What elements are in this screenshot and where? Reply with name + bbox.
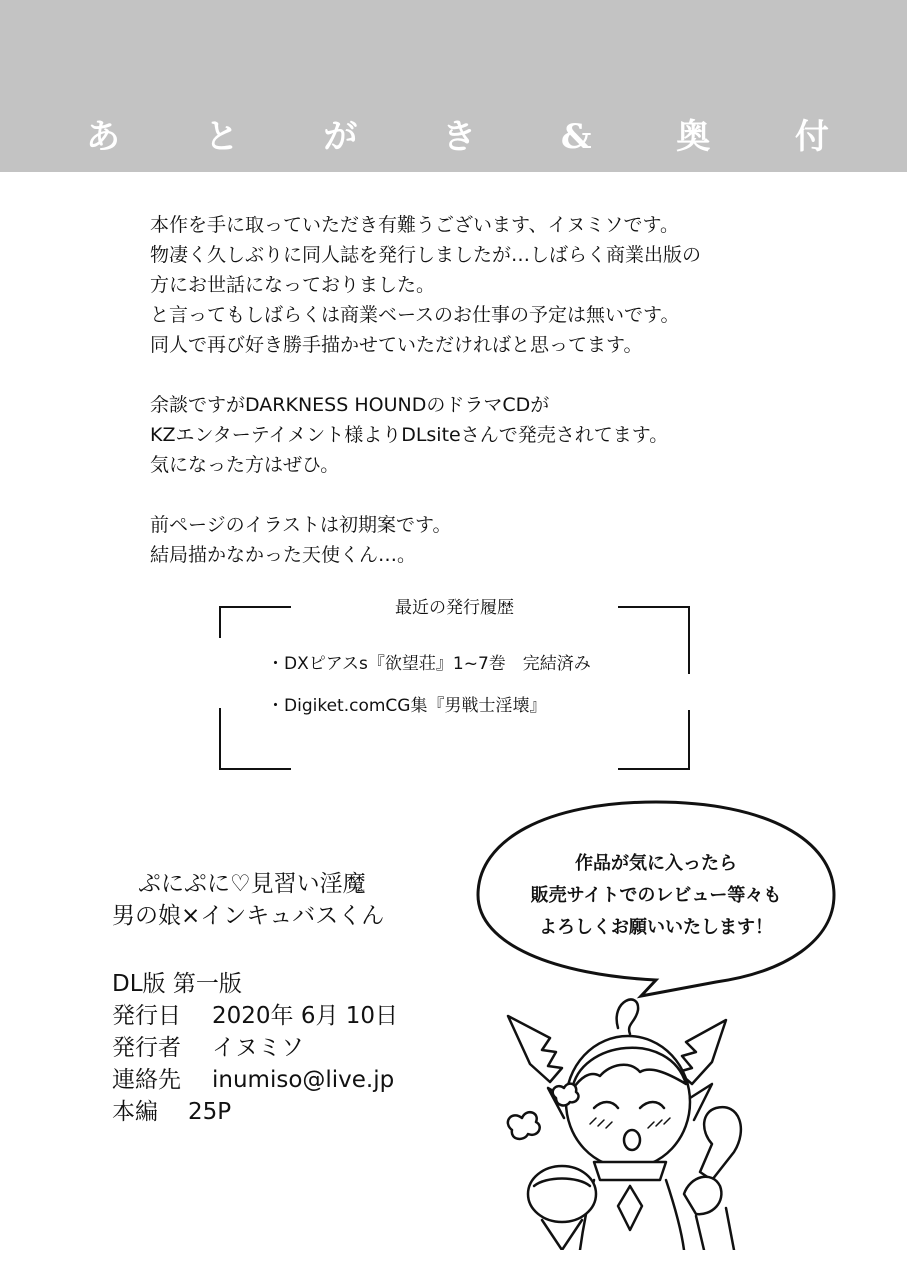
afterword-line: 方にお世話になっておりました。 xyxy=(150,274,436,296)
afterword-line: 同人で再び好き勝手描かせていただければと思ってます。 xyxy=(150,334,643,356)
afterword-line: KZエンターテイメント様よりDLsiteさんで発売されてます。 xyxy=(150,424,669,446)
title-char: 付 xyxy=(794,117,829,157)
colophon-row-date xyxy=(112,1000,398,1032)
title-char: き xyxy=(442,117,477,157)
colophon-row-contact xyxy=(112,1064,398,1096)
history-item: ・Digiket.comCG集『男戦士淫壊』 xyxy=(267,696,547,716)
title-char: あ xyxy=(86,117,120,157)
afterword-line: 気になった方はぜひ。 xyxy=(150,454,340,476)
afterword-line: と言ってもしばらくは商業ベースのお仕事の予定は無いです。 xyxy=(150,304,680,326)
bubble-line: 販売サイトでのレビュー等々も xyxy=(530,885,782,906)
title-char: & xyxy=(560,117,592,157)
paragraph-gap xyxy=(150,360,830,390)
frame-corner xyxy=(618,710,690,770)
colophon-row-publisher xyxy=(112,1032,398,1064)
colophon-label: 発行日 xyxy=(112,1003,181,1029)
afterword-line: 物凄く久しぶりに同人誌を発行しましたが…しばらく商業出版の xyxy=(150,244,702,266)
bubble-line: 作品が気に入ったら xyxy=(575,853,737,874)
colophon-label: 発行者 xyxy=(112,1035,181,1061)
colophon-label: 本編 xyxy=(112,1099,158,1125)
colophon-row-pages xyxy=(112,1096,398,1128)
history-box xyxy=(219,598,690,770)
page-title xyxy=(0,112,907,162)
afterword-line: 前ページのイラストは初期案です。 xyxy=(150,514,452,536)
mascot-illustration xyxy=(490,980,770,1250)
colophon-value: 2020年 6月 10日 xyxy=(212,1003,399,1029)
afterword-line: 結局描かなかった天使くん…。 xyxy=(150,544,417,566)
bubble-line: よろしくお願いいたします！ xyxy=(539,917,773,938)
title-char: が xyxy=(323,117,358,157)
afterword-line: 余談ですがDARKNESS HOUNDのドラマCDが xyxy=(150,394,550,416)
colophon xyxy=(112,868,398,1128)
colophon-value: 25P xyxy=(188,1099,232,1125)
afterword-line: 本作を手に取っていただき有難うございます、イヌミソです。 xyxy=(150,214,679,236)
history-item: ・DXピアスs『欲望荘』1~7巻 完結済み xyxy=(267,654,591,674)
paragraph-gap xyxy=(150,480,830,510)
book-title-line1: ぷにぷに♡見習い淫魔 xyxy=(138,871,366,897)
colophon-gap xyxy=(112,932,398,968)
colophon-value: inumiso@live.jp xyxy=(212,1067,395,1093)
colophon-value: イヌミソ xyxy=(212,1035,304,1061)
speech-bubble-text xyxy=(496,848,816,944)
book-title-line2: 男の娘×インキュバスくん xyxy=(112,903,385,929)
title-char: 奥 xyxy=(676,117,711,157)
edition: DL版 第一版 xyxy=(112,971,242,997)
history-title: 最近の発行履歴 xyxy=(395,598,514,618)
afterword-text xyxy=(150,210,830,570)
title-char: と xyxy=(204,117,239,157)
colophon-label: 連絡先 xyxy=(112,1067,181,1093)
